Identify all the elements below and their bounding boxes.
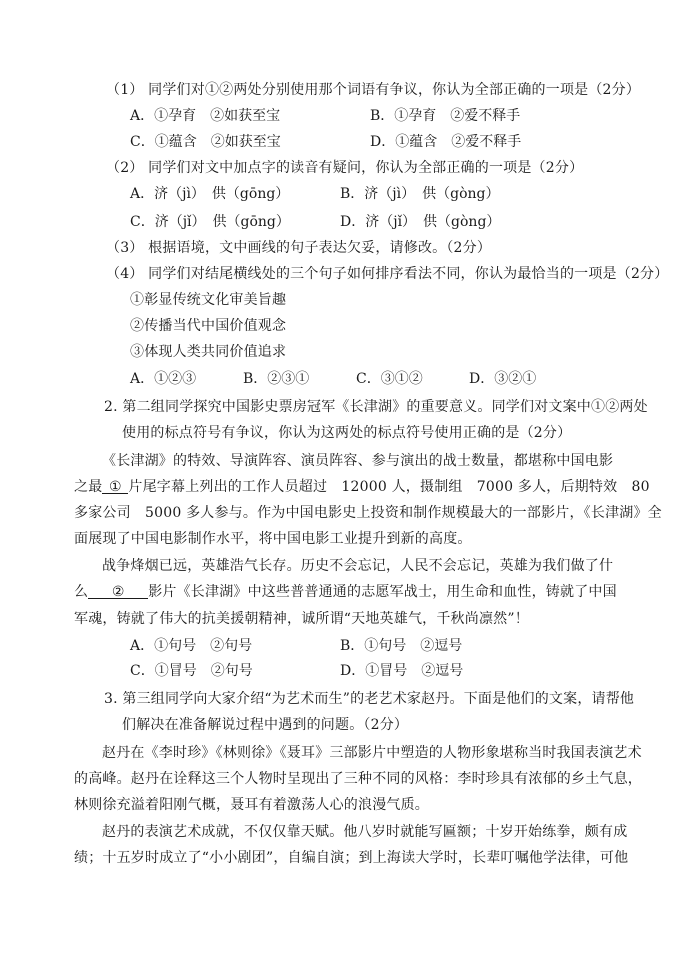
q2-options-row2 <box>130 661 590 681</box>
q1-sub4-sentence-1: ①彰显传统文化审美旨趣 <box>130 292 287 308</box>
q3-passage-p1-line2: 的高峰。赵丹在诠释这三个人物时呈现出了三种不同的风格：李时珍具有浓郁的乡土气息， <box>74 771 642 787</box>
q1-sub4-option-c: C．③①② <box>356 371 423 387</box>
q2-p2-l2-after: 影片《长津湖》中这些普普通通的志愿军战士，用生命和血性，铸就了中国 <box>148 584 617 600</box>
q1-sub1-options-row1 <box>130 106 590 126</box>
q1-sub4-sentence-3: ③体现人类共同价值追求 <box>130 344 287 360</box>
q1-sub2-options-row1 <box>130 184 590 204</box>
q2-blank-2: ② <box>88 582 148 599</box>
q2-passage-p1-line1: 《长津湖》的特效、导演阵容、演员阵容、参与演出的战士数量，都堪称中国电影 <box>102 453 614 469</box>
q2-p1-l2-before: 之最 <box>74 479 103 495</box>
q2-options-row1 <box>130 636 590 656</box>
q1-sub1-option-a: A．①孕育 ②如获至宝 <box>130 108 281 124</box>
q2-option-b: B．①句号 ②逗号 <box>340 638 463 654</box>
q1-sub3-stem: （3） 根据语境，文中画线的句子表达欠妥，请修改。（2分） <box>106 240 492 256</box>
q1-sub1-option-c: C．①蕴含 ②如获至宝 <box>130 134 281 150</box>
q3-stem-line1: 3. 第三组同学向大家介绍“为艺术而生”的老艺术家赵丹。下面是他们的文案，请帮他 <box>104 691 635 707</box>
q1-sub1-option-b: B．①孕育 ②爱不释手 <box>370 108 521 124</box>
q2-passage-p2-line1: 战争烽烟已远，英雄浩气长存。历史不会忘记，人民不会忘记，英雄为我们做了什 <box>102 558 614 574</box>
q3-stem-line2: 们解决在准备解说过程中遇到的问题。（2分） <box>122 717 409 733</box>
q2-passage-p1-line2 <box>74 477 650 497</box>
q1-sub2-options-row2 <box>130 212 590 232</box>
q3-passage-p1-line3: 林则徐充溢着阳刚气概，聂耳有着激荡人心的浪漫气质。 <box>74 797 429 813</box>
q1-sub2-option-a: A．济（jì） 供（gōng） <box>130 186 290 202</box>
q1-sub4-sentence-2: ②传播当代中国价值观念 <box>130 318 287 334</box>
q2-stem-line1: 2. 第二组同学探究中国影史票房冠军《长津湖》的重要意义。同学们对文案中①②两处 <box>104 399 648 415</box>
q1-sub4-option-d: D．③②① <box>469 371 537 387</box>
q1-sub1-options-row2 <box>130 132 590 152</box>
q2-p2-l2-before: 么 <box>74 584 89 600</box>
q2-passage-p2-line3: 军魂，铸就了伟大的抗美援朝精神，诚所谓“天地英雄气，千秋尚凛然”！ <box>74 611 529 627</box>
q2-stem-line2: 使用的标点符号有争议，你认为这两处的标点符号使用正确的是（2分） <box>122 425 572 441</box>
q2-p1-l2-after: 片尾字幕上列出的工作人员超过 12000 人，摄制组 7000 多人，后期特效 80 <box>128 479 650 495</box>
q2-passage-p1-line4: 面展现了中国电影制作水平，将中国电影工业提升到新的高度。 <box>74 531 472 547</box>
q1-sub4-stem: （4） 同学们对结尾横线处的三个句子如何排序看法不同，你认为最恰当的一项是（2分） <box>106 266 669 282</box>
q1-sub1-stem: （1） 同学们对①②两处分别使用那个词语有争议，你认为全部正确的一项是（2分） <box>106 82 641 98</box>
q1-sub2-option-c: C．济（jǐ） 供（gōng） <box>130 214 290 230</box>
q1-sub4-option-a: A．①②③ <box>130 371 197 387</box>
q2-passage-p2-line2 <box>74 582 617 602</box>
q3-passage-p2-line1: 赵丹的表演艺术成就，不仅仅靠天赋。他八岁时就能写匾额；十岁开始练拳，颇有成 <box>102 824 628 840</box>
q1-sub1-option-d: D．①蕴含 ②爱不释手 <box>370 134 522 150</box>
q1-sub4-option-b: B．②③① <box>243 371 310 387</box>
q1-sub2-option-d: D．济（jǐ） 供（gòng） <box>340 214 501 230</box>
q2-option-d: D．①冒号 ②逗号 <box>340 663 464 679</box>
q2-option-a: A．①句号 ②句号 <box>130 638 253 654</box>
q2-option-c: C．①冒号 ②句号 <box>130 663 253 679</box>
q1-sub4-options <box>130 369 550 389</box>
q2-passage-p1-line3: 多家公司 5000 多人参与。作为中国电影史上投资和制作规模最大的一部影片，《长津湖》全 <box>74 505 662 521</box>
q2-blank-1: ① <box>102 477 128 494</box>
q1-sub2-stem: （2） 同学们对文中加点字的读音有疑问，你认为全部正确的一项是（2分） <box>106 160 584 176</box>
q3-passage-p1-line1: 赵丹在《李时珍》《林则徐》《聂耳》三部影片中塑造的人物形象堪称当时我国表演艺术 <box>102 745 642 761</box>
q3-passage-p2-line2: 绩；十五岁时成立了“小小剧团”，自编自演；到上海读大学时，长辈叮嘱他学法律，可他 <box>74 850 629 866</box>
q1-sub2-option-b: B．济（jì） 供（gòng） <box>340 186 500 202</box>
